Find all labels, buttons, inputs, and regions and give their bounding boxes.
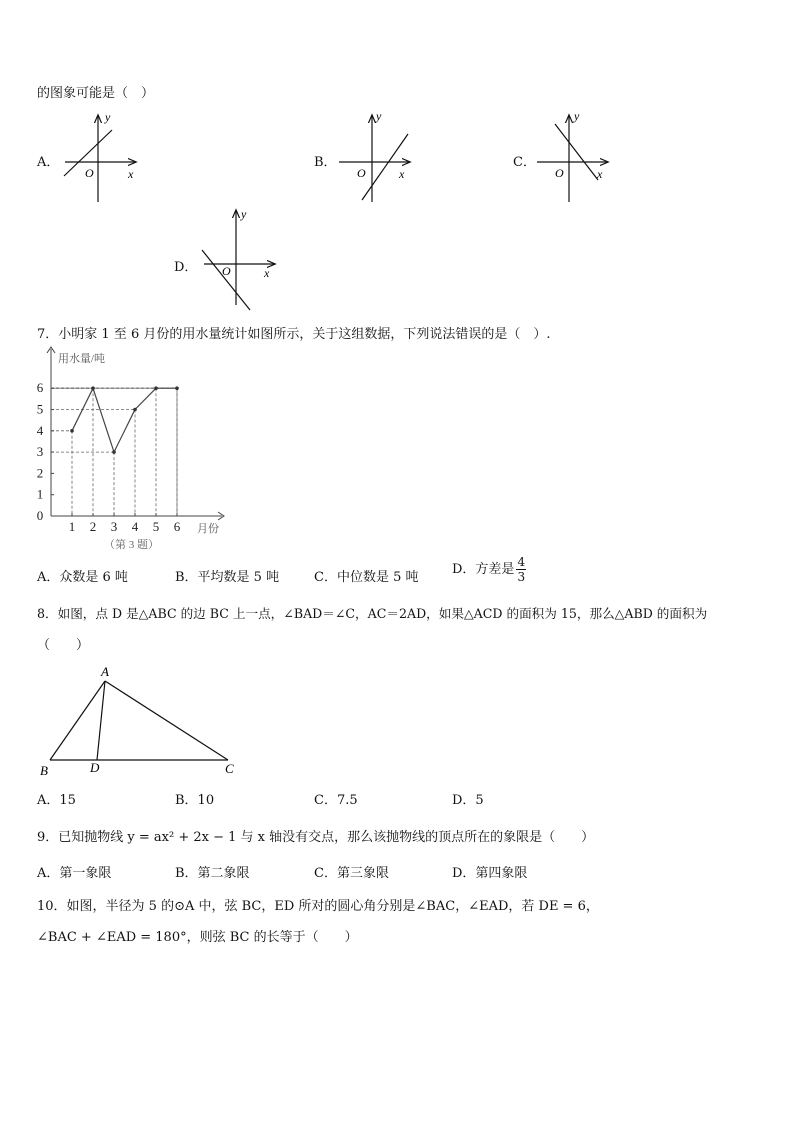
q7-stem: 7．小明家 1 至 6 月份的用水量统计如图所示，关于这组数据，下列说法错误的是（ ）.: [37, 327, 551, 342]
y-tick-label: 3: [36, 444, 44, 460]
y-tick-label: 1: [36, 486, 44, 502]
q6-option-c-graph: [535, 110, 620, 205]
data-point: [112, 450, 116, 454]
q6-option-b-label: B．: [314, 155, 337, 170]
x-tick-label: 2: [89, 519, 97, 534]
q9-option-a: A．第一象限: [37, 866, 112, 881]
chart-x-axis-label: 月份: [197, 523, 219, 535]
y-tick-label: 2: [36, 465, 44, 481]
segment-ad: [97, 681, 105, 760]
y-tick-label: 5: [36, 401, 44, 417]
data-point: [133, 408, 137, 412]
q7-option-d-fraction: [516, 556, 526, 583]
q7-option-c: C．中位数是 5 吨: [314, 570, 419, 585]
fraction-numerator: 4: [517, 555, 526, 569]
y-axis-label: y: [241, 207, 247, 221]
data-point: [175, 386, 179, 390]
q8-option-a: A．15: [37, 793, 76, 808]
x-tick-label: 5: [152, 519, 160, 534]
x-axis-label: x: [264, 266, 270, 280]
data-point: [91, 386, 95, 390]
q6-option-d-label: D．: [174, 260, 198, 275]
q8-stem-line1: 8．如图，点 D 是△ABC 的边 BC 上一点，∠BAD＝∠C，AC＝2AD，如果△ACD 的面积为 15，那么△ABD 的面积为: [37, 606, 708, 621]
function-line: [202, 250, 250, 310]
y-tick-label: 4: [36, 422, 44, 438]
chart-y-axis-label: 用水量/吨: [58, 353, 106, 365]
side-ab: [50, 681, 105, 760]
q7-option-a: A．众数是 6 吨: [37, 570, 128, 585]
y-tick-label: 6: [36, 380, 44, 396]
origin-label: O: [222, 264, 231, 278]
y-axis-label: y: [376, 109, 382, 123]
q8-option-d: D．5: [452, 793, 484, 808]
y-tick-label: 0: [36, 508, 44, 523]
q9-option-b: B．第二象限: [175, 866, 250, 881]
side-ac: [105, 681, 228, 760]
q10-stem-line2: ∠BAC + ∠EAD = 180°，则弦 BC 的长等于（ ）: [37, 930, 358, 945]
origin-label: O: [555, 166, 564, 180]
x-axis-label: x: [128, 167, 134, 181]
q8-option-c: C．7.5: [314, 793, 358, 808]
origin-label: O: [85, 166, 94, 180]
data-point: [154, 386, 158, 390]
q9-option-c: C．第三象限: [314, 866, 389, 881]
x-axis-label: x: [399, 167, 405, 181]
vertex-c-label: C: [225, 761, 234, 776]
q7-option-d: [452, 556, 526, 583]
x-axis-label: x: [597, 167, 603, 181]
q6-option-c-label: C．: [513, 155, 536, 170]
q9-option-d: D．第四象限: [452, 866, 528, 881]
q7-option-d-text: D．方差是: [452, 562, 515, 577]
point-d-label: D: [90, 760, 100, 775]
q7-option-b: B．平均数是 5 吨: [175, 570, 280, 585]
data-point: [70, 429, 74, 433]
x-tick-label: 1: [68, 519, 76, 534]
origin-label: O: [357, 166, 366, 180]
q8-option-b: B．10: [175, 793, 215, 808]
q8-triangle-figure: [35, 662, 245, 780]
q6-stem-tail: 的图象可能是（ ）: [37, 86, 155, 101]
data-series-line: [72, 388, 177, 452]
fraction-denominator: 3: [517, 570, 526, 584]
chart-caption: （第 3 题）: [104, 539, 159, 551]
x-tick-label: 3: [110, 519, 118, 534]
q9-stem: 9．已知抛物线 y = ax² + 2x − 1 与 x 轴没有交点，那么该抛物线的顶点所在的象限是（ ）: [37, 830, 595, 845]
q6-option-d-graph: [198, 205, 283, 315]
q7-line-chart: [30, 345, 230, 557]
q6-option-a-label: A．: [37, 155, 60, 170]
x-tick-label: 4: [131, 519, 139, 534]
vertex-b-label: B: [40, 763, 48, 778]
q10-stem-line1: 10．如图，半径为 5 的⊙A 中，弦 BC，ED 所对的圆心角分别是∠BAC，∠EAD，若 DE = 6，: [37, 899, 599, 914]
x-tick-label: 6: [173, 519, 181, 534]
vertex-a-label: A: [101, 664, 109, 679]
q6-option-a-graph: [60, 110, 145, 205]
y-axis-label: y: [574, 109, 580, 123]
y-axis-label: y: [105, 110, 111, 124]
q6-option-b-graph: [335, 110, 420, 205]
q8-stem-line2: （ ）: [37, 638, 90, 653]
